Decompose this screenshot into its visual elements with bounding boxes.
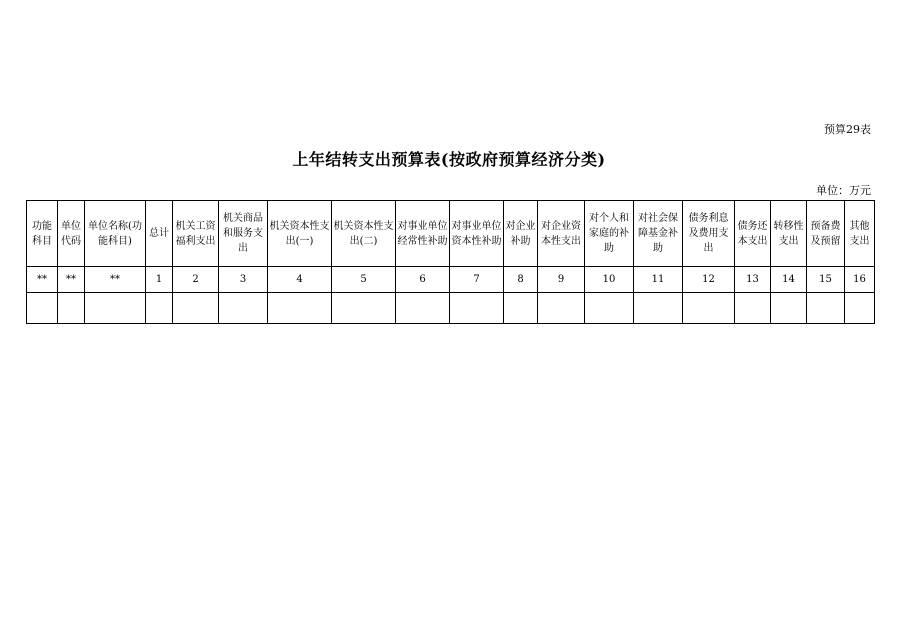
table-cell (771, 293, 807, 324)
table-cell (845, 293, 875, 324)
code-cell: 2 (173, 267, 219, 293)
code-cell: 11 (634, 267, 683, 293)
col-header: 预备费及预留 (807, 201, 845, 267)
col-header: 债务利息及费用支出 (683, 201, 735, 267)
col-header: 对社会保障基金补助 (634, 201, 683, 267)
code-cell: 7 (450, 267, 504, 293)
code-cell: 15 (807, 267, 845, 293)
form-number: 预算29表 (824, 123, 871, 136)
table-cell (450, 293, 504, 324)
col-header: 单位名称(功能科目) (85, 201, 146, 267)
code-cell: 9 (538, 267, 585, 293)
col-header: 转移性支出 (771, 201, 807, 267)
table-cell (683, 293, 735, 324)
col-header: 单位代码 (58, 201, 85, 267)
header-row (27, 201, 875, 267)
col-header: 对事业单位资本性补助 (450, 201, 504, 267)
code-cell: 4 (268, 267, 332, 293)
code-cell: ** (85, 267, 146, 293)
code-cell: 16 (845, 267, 875, 293)
code-cell: 5 (332, 267, 396, 293)
col-header: 总计 (146, 201, 173, 267)
col-header: 对事业单位经常性补助 (396, 201, 450, 267)
col-header: 功能科目 (27, 201, 58, 267)
table-cell (85, 293, 146, 324)
table-cell (173, 293, 219, 324)
table-cell (146, 293, 173, 324)
code-cell: 1 (146, 267, 173, 293)
code-cell: 12 (683, 267, 735, 293)
unit-label: 单位：万元 (816, 184, 871, 197)
table-cell (504, 293, 538, 324)
col-header: 对企业补助 (504, 201, 538, 267)
code-row (27, 267, 875, 293)
table-row (27, 293, 875, 324)
table-cell (27, 293, 58, 324)
table-cell (585, 293, 634, 324)
table-cell (735, 293, 771, 324)
col-header: 机关商品和服务支出 (219, 201, 268, 267)
col-header: 机关资本性支出(二) (332, 201, 396, 267)
table-cell (807, 293, 845, 324)
table-cell (332, 293, 396, 324)
col-header: 机关工资福利支出 (173, 201, 219, 267)
table-cell (58, 293, 85, 324)
code-cell: ** (58, 267, 85, 293)
budget-table (26, 200, 875, 324)
table-cell (268, 293, 332, 324)
code-cell: ** (27, 267, 58, 293)
table-cell (219, 293, 268, 324)
col-header: 对企业资本性支出 (538, 201, 585, 267)
page-title: 上年结转支出预算表(按政府预算经济分类) (292, 150, 606, 169)
col-header: 机关资本性支出(一) (268, 201, 332, 267)
table-cell (396, 293, 450, 324)
table-cell (634, 293, 683, 324)
col-header: 债务还本支出 (735, 201, 771, 267)
col-header: 对个人和家庭的补助 (585, 201, 634, 267)
col-header: 其他支出 (845, 201, 875, 267)
table-cell (538, 293, 585, 324)
code-cell: 6 (396, 267, 450, 293)
code-cell: 13 (735, 267, 771, 293)
code-cell: 14 (771, 267, 807, 293)
code-cell: 10 (585, 267, 634, 293)
code-cell: 3 (219, 267, 268, 293)
code-cell: 8 (504, 267, 538, 293)
